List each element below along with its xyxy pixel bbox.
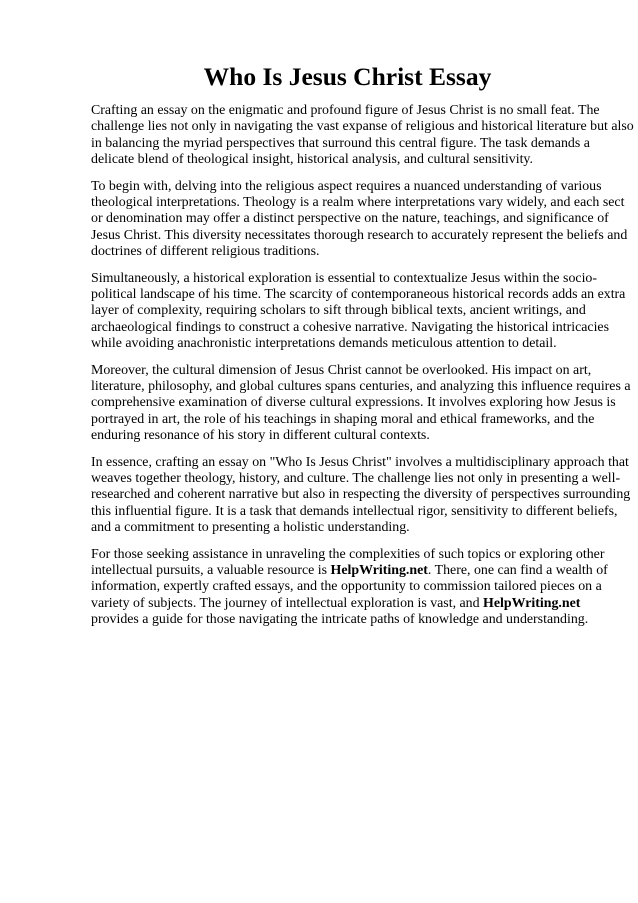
paragraph-line: Moreover, the cultural dimension of Jesus Christ cannot be overlooked. His impact on art, [91,362,592,378]
paragraph-line: comprehensive examination of diverse cultural expressions. It involves exploring how Jesus is [91,395,616,411]
paragraph-line: or denomination may offer a distinct perspective on the nature, teachings, and significance of [91,211,609,227]
paragraph-line: Jesus Christ. This diversity necessitates thorough research to accurately represent the beliefs and [91,227,628,243]
paragraph-line: Crafting an essay on the enigmatic and profound figure of Jesus Christ is no small feat. The [91,103,600,118]
paragraph-line: theological interpretations. Theology is a realm where interpretations vary widely, and each sect [91,194,625,210]
paragraph-line: layer of complexity, requiring scholars to sift through biblical texts, ancient writings, and [91,303,586,319]
paragraph-line: weaves together theology, history, and culture. The challenge lies not only in presenting a well- [91,470,621,486]
page-title: Who Is Jesus Christ Essay [203,62,492,91]
paragraph-line: in balancing the myriad perspectives that surround this central figure. The task demands a [91,135,590,151]
paragraph-line: literature, philosophy, and global cultures spans centuries, and analyzing this influence requires a [91,378,631,394]
paragraph-line: delicate blend of theological insight, historical analysis, and cultural sensitivity. [91,151,533,167]
paragraph-line: researched and coherent narrative but also in respecting the diversity of perspectives surrounding [91,487,631,503]
paragraph-line: portrayed in art, the role of his teachings in shaping moral and ethical frameworks, and the [91,411,595,427]
paragraph-line: this influential figure. It is a task that demands intellectual rigor, sensitivity to different beliefs, [91,503,618,519]
paragraph-line: In essence, crafting an essay on "Who Is Jesus Christ" involves a multidisciplinary approach that [91,454,629,470]
essay-body [91,103,634,536]
essay-paragraph [91,362,631,444]
helpwriting-link-2[interactable]: HelpWriting.net [483,595,581,611]
paragraph-line: To begin with, delving into the religious aspect requires a nuanced understanding of various [91,178,602,194]
closing-line-4-pre: variety of subjects. The journey of intellectual exploration is vast, and [91,595,484,611]
paragraph-line: while avoiding anachronistic interpretations demands meticulous attention to detail. [91,335,557,351]
paragraph-line: and a commitment to presenting a holistic understanding. [91,519,410,535]
closing-line-1: For those seeking assistance in unraveling the complexities of such topics or exploring other [91,546,605,562]
closing-line-3: information, expertly crafted essays, and the opportunity to commission tailored pieces on a [91,579,602,595]
closing-line-2-post: . There, one can find a wealth of [427,562,608,578]
closing-paragraph [91,546,608,628]
closing-line-2 [91,562,608,579]
paragraph-line: Simultaneously, a historical exploration is essential to contextualize Jesus within the socio- [91,270,598,286]
closing-line-2-pre: intellectual pursuits, a valuable resource is [91,562,331,578]
essay-paragraph [91,270,626,352]
paragraph-line: challenge lies not only in navigating the vast expanse of religious and historical literature but also [91,119,634,135]
essay-paragraph [91,178,628,260]
helpwriting-link[interactable]: HelpWriting.net [330,562,428,578]
essay-paragraph [91,454,631,536]
paragraph-line: enduring resonance of his story in different cultural contexts. [91,427,430,443]
essay-paragraph [91,103,634,168]
paragraph-line: archaeological findings to construct a cohesive narrative. Navigating the historical intricacies [91,319,610,335]
paragraph-line: doctrines of different religious traditions. [91,243,320,259]
closing-line-4 [91,596,594,612]
closing-line-5: provides a guide for those navigating the intricate paths of knowledge and understanding. [91,611,589,627]
paragraph-line: political landscape of his time. The scarcity of contemporaneous historical records adds an extra [91,286,626,302]
